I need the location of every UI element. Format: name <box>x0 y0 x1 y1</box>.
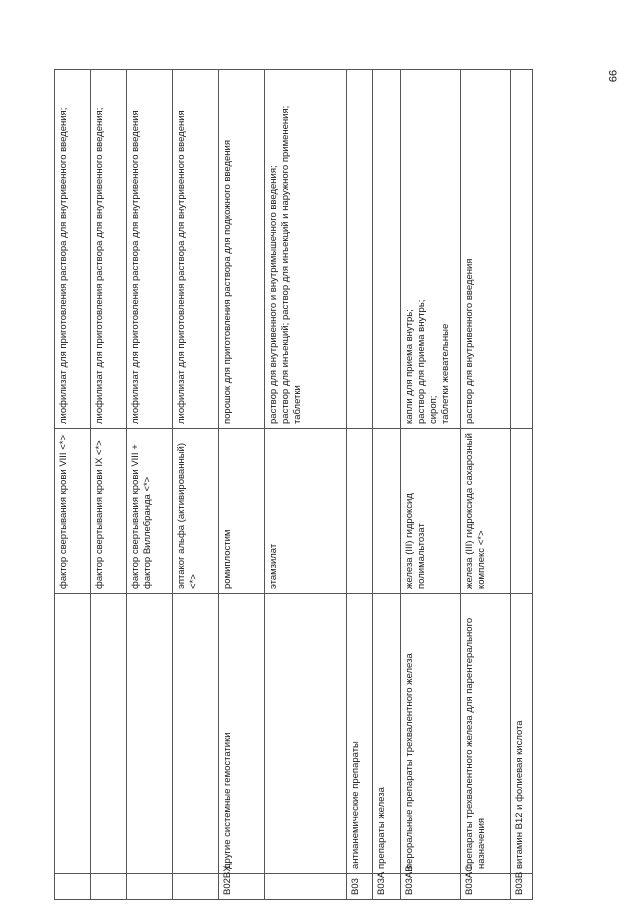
form-cell <box>347 70 373 429</box>
form-line: раствор для внутривенного введения <box>464 258 475 424</box>
drug-cell: фактор свертывания крови IX <*> <box>91 429 127 594</box>
form-cell <box>55 70 91 429</box>
form-line: капли для приема внутрь; <box>404 309 415 424</box>
drug-cell: этамзилат <box>265 429 347 594</box>
code-cell: B03AC <box>461 874 511 900</box>
form-cell <box>373 70 401 429</box>
form-line: порошок для приготовления раствора для подкожного введения <box>222 140 233 424</box>
group-cell: витамин B12 и фолиевая кислота <box>511 594 533 874</box>
code-cell: B03 <box>347 874 373 900</box>
table-row <box>373 70 401 900</box>
form-cell <box>511 70 533 429</box>
rotated-table-container <box>54 70 572 900</box>
drug-cell: фактор свертывания крови VIII <*> <box>55 429 91 594</box>
form-line: раствор для внутривенного и внутримышечного введения; <box>268 165 279 424</box>
form-line: раствор для приема внутрь; <box>416 299 427 424</box>
table-row <box>219 70 265 900</box>
code-cell <box>91 874 127 900</box>
group-cell <box>265 594 347 874</box>
table-row <box>127 70 173 900</box>
form-cell <box>91 70 127 429</box>
form-cell <box>127 70 173 429</box>
code-cell <box>127 874 173 900</box>
drug-cell: железа (III) гидроксид полимальтозат <box>401 429 461 594</box>
group-cell <box>127 594 173 874</box>
drug-cell: фактор свертывания крови VIII + фактор Виллебранда <*> <box>127 429 173 594</box>
form-line: лиофилизат для приготовления раствора для внутривенного введения; <box>94 107 105 424</box>
drug-cell <box>347 429 373 594</box>
form-cell <box>401 70 461 429</box>
group-cell <box>55 594 91 874</box>
form-line: лиофилизат для приготовления раствора для внутривенного введения; <box>58 107 69 424</box>
code-cell: B03AB <box>401 874 461 900</box>
code-cell <box>55 874 91 900</box>
code-cell <box>173 874 219 900</box>
form-line: лиофилизат для приготовления раствора для внутривенного введения <box>130 110 141 424</box>
table-row <box>173 70 219 900</box>
form-cell <box>461 70 511 429</box>
table-row <box>347 70 373 900</box>
code-cell: B02BX <box>219 874 265 900</box>
form-line: сироп; <box>428 395 439 424</box>
form-line: таблетки <box>292 385 303 424</box>
code-cell: B03A <box>373 874 401 900</box>
table-row <box>55 70 91 900</box>
form-cell <box>265 70 347 429</box>
form-line: лиофилизат для приготовления раствора для внутривенного введения <box>176 110 187 424</box>
group-cell: пероральные препараты трехвалентного железа <box>401 594 461 874</box>
table-row <box>461 70 511 900</box>
drug-cell: эптаког альфа (активированный) <*> <box>173 429 219 594</box>
form-cell <box>173 70 219 429</box>
landscape-frame <box>54 70 572 900</box>
table-row <box>401 70 461 900</box>
group-cell: антианемические препараты <box>347 594 373 874</box>
table-row <box>265 70 347 900</box>
group-cell <box>91 594 127 874</box>
table-row <box>91 70 127 900</box>
form-line: таблетки жевательные <box>440 323 451 424</box>
drug-cell: ромиплостим <box>219 429 265 594</box>
form-cell <box>219 70 265 429</box>
form-line: раствор для инъекций; раствор для инъекций и наружного применения; <box>280 105 291 424</box>
group-cell: другие системные гемостатики <box>219 594 265 874</box>
drug-cell <box>511 429 533 594</box>
group-cell <box>173 594 219 874</box>
table-row <box>511 70 533 900</box>
drug-table <box>54 69 533 900</box>
code-cell: B03B <box>511 874 533 900</box>
code-cell <box>265 874 347 900</box>
drug-cell: железа (III) гидроксида сахарозный комплекс <*> <box>461 429 511 594</box>
drug-cell <box>373 429 401 594</box>
group-cell: препараты трехвалентного железа для парентерального назначения <box>461 594 511 874</box>
group-cell: препараты железа <box>373 594 401 874</box>
page-number: 99 <box>606 69 619 83</box>
